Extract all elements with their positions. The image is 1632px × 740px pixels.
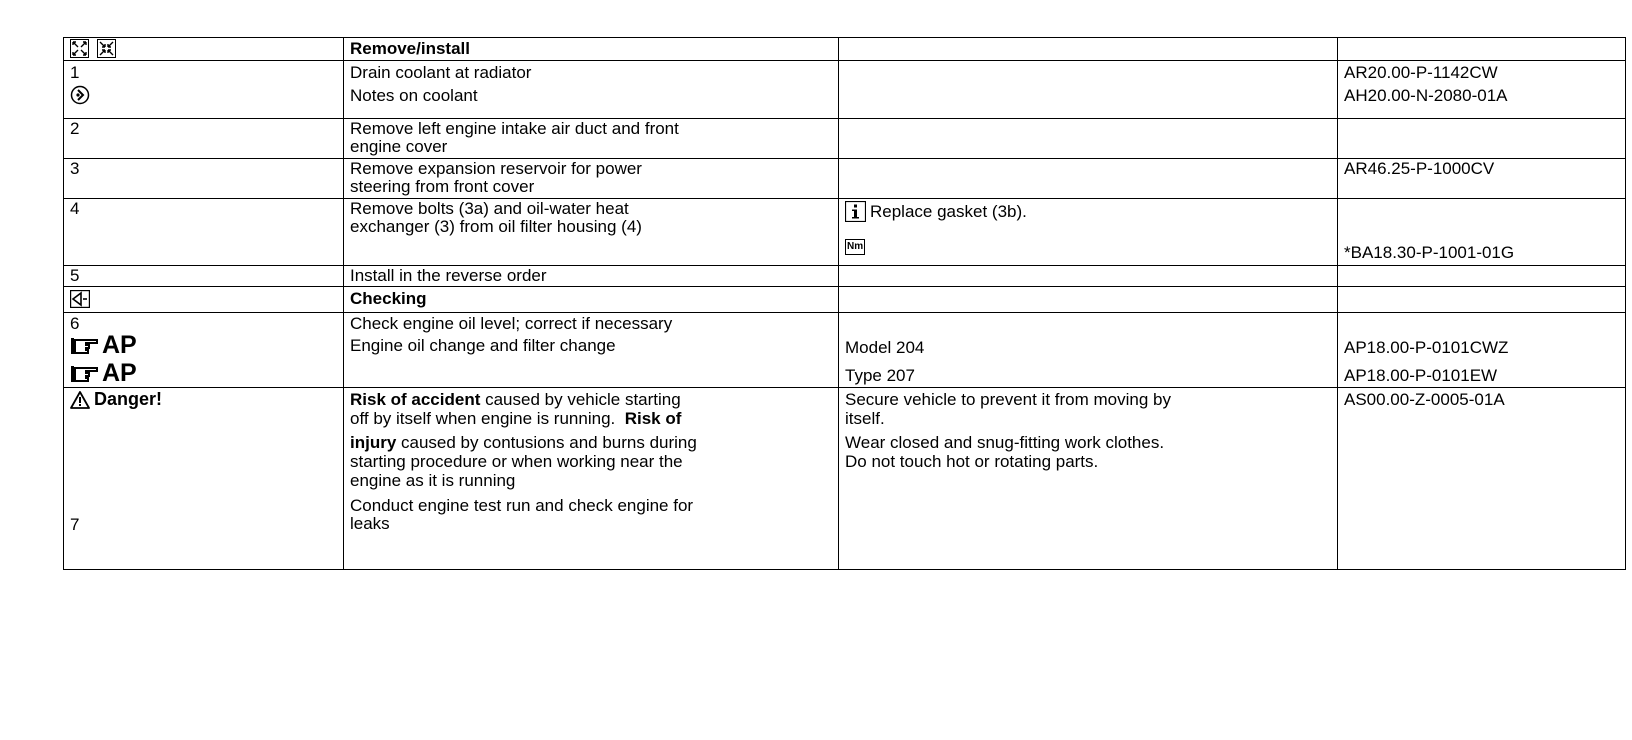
- safety-measure: itself.: [845, 409, 885, 428]
- step-3-row: [64, 159, 1626, 199]
- reference-link[interactable]: AH20.00-N-2080-01A: [1344, 86, 1508, 105]
- step-number: 4: [64, 199, 344, 266]
- reference-link[interactable]: AS00.00-Z-0005-01A: [1344, 390, 1505, 409]
- step-number: 5: [64, 266, 344, 287]
- safety-measure: Do not touch hot or rotating parts.: [845, 452, 1099, 471]
- risk-text: caused by contusions and burns during: [396, 433, 697, 452]
- risk-heading: Risk of accident: [350, 390, 481, 409]
- step-2-row: [64, 119, 1626, 159]
- step-number: 7: [70, 515, 80, 534]
- pointing-hand-icon: [70, 362, 100, 384]
- step-1-row: [64, 61, 1626, 119]
- risk-heading: injury: [350, 433, 397, 452]
- reference-link[interactable]: *BA18.30-P-1001-01G: [1344, 243, 1515, 262]
- note-text: Notes on coolant: [350, 86, 478, 105]
- risk-text: caused by vehicle starting: [480, 390, 681, 409]
- step-4-row: [64, 199, 1626, 266]
- ap-link[interactable]: AP: [70, 360, 337, 386]
- reference-link[interactable]: AR20.00-P-1142CW: [1344, 63, 1498, 82]
- info-icon: [845, 201, 866, 222]
- danger-row: [64, 388, 1626, 570]
- step-number: 2: [64, 119, 344, 159]
- step-text: engine cover: [350, 137, 448, 156]
- risk-text: starting procedure or when working near the: [350, 452, 683, 471]
- step-6-row: [64, 313, 1626, 388]
- checking-icon: [70, 290, 90, 308]
- step-text: steering from front cover: [350, 177, 535, 196]
- step-text: exchanger (3) from oil filter housing (4): [350, 217, 642, 236]
- install-icon: [97, 39, 116, 58]
- reference-link[interactable]: AR46.25-P-1000CV: [1338, 159, 1626, 199]
- step-text: Engine oil change and filter change: [350, 336, 616, 355]
- header-icons-cell: [64, 38, 344, 61]
- ap-link[interactable]: AP: [70, 332, 337, 358]
- step-text: Conduct engine test run and check engine for: [350, 496, 694, 515]
- step-number: 6: [70, 314, 80, 333]
- procedure-table: [63, 37, 1626, 570]
- reference-link[interactable]: AP18.00-P-0101CWZ: [1344, 338, 1509, 357]
- safety-measure: Secure vehicle to prevent it from moving by: [845, 390, 1171, 409]
- risk-text: engine as it is running: [350, 471, 516, 490]
- step-text: leaks: [350, 514, 390, 533]
- checking-row: [64, 287, 1626, 313]
- risk-heading: Risk of: [624, 409, 682, 428]
- step-text: Check engine oil level; correct if necessary: [350, 314, 673, 333]
- checking-title: Checking: [344, 287, 839, 313]
- safety-measure: Wear closed and snug-fitting work clothes.: [845, 433, 1165, 452]
- note-icon: [70, 85, 90, 105]
- header-row: [64, 38, 1626, 61]
- info-text: Replace gasket (3b).: [870, 202, 1027, 221]
- step-text: Drain coolant at radiator: [350, 63, 532, 82]
- step-text: Remove bolts (3a) and oil-water heat: [350, 199, 629, 218]
- reference-link[interactable]: AP18.00-P-0101EW: [1344, 366, 1498, 385]
- step-text: Remove left engine intake air duct and front: [350, 119, 679, 138]
- step-text: Install in the reverse order: [344, 266, 839, 287]
- step-5-row: [64, 266, 1626, 287]
- step-number: 3: [64, 159, 344, 199]
- model-text: Model 204: [845, 338, 925, 357]
- torque-icon: Nm: [845, 239, 865, 255]
- step-text: Remove expansion reservoir for power: [350, 159, 642, 178]
- risk-text: off by itself when engine is running.: [350, 409, 616, 428]
- header-title: Remove/install: [344, 38, 839, 61]
- step-number: 1: [70, 63, 80, 82]
- model-text: Type 207: [845, 366, 915, 385]
- danger-label: Danger!: [94, 389, 163, 409]
- warning-triangle-icon: [70, 391, 90, 409]
- remove-icon: [70, 39, 89, 58]
- pointing-hand-icon: [70, 334, 100, 356]
